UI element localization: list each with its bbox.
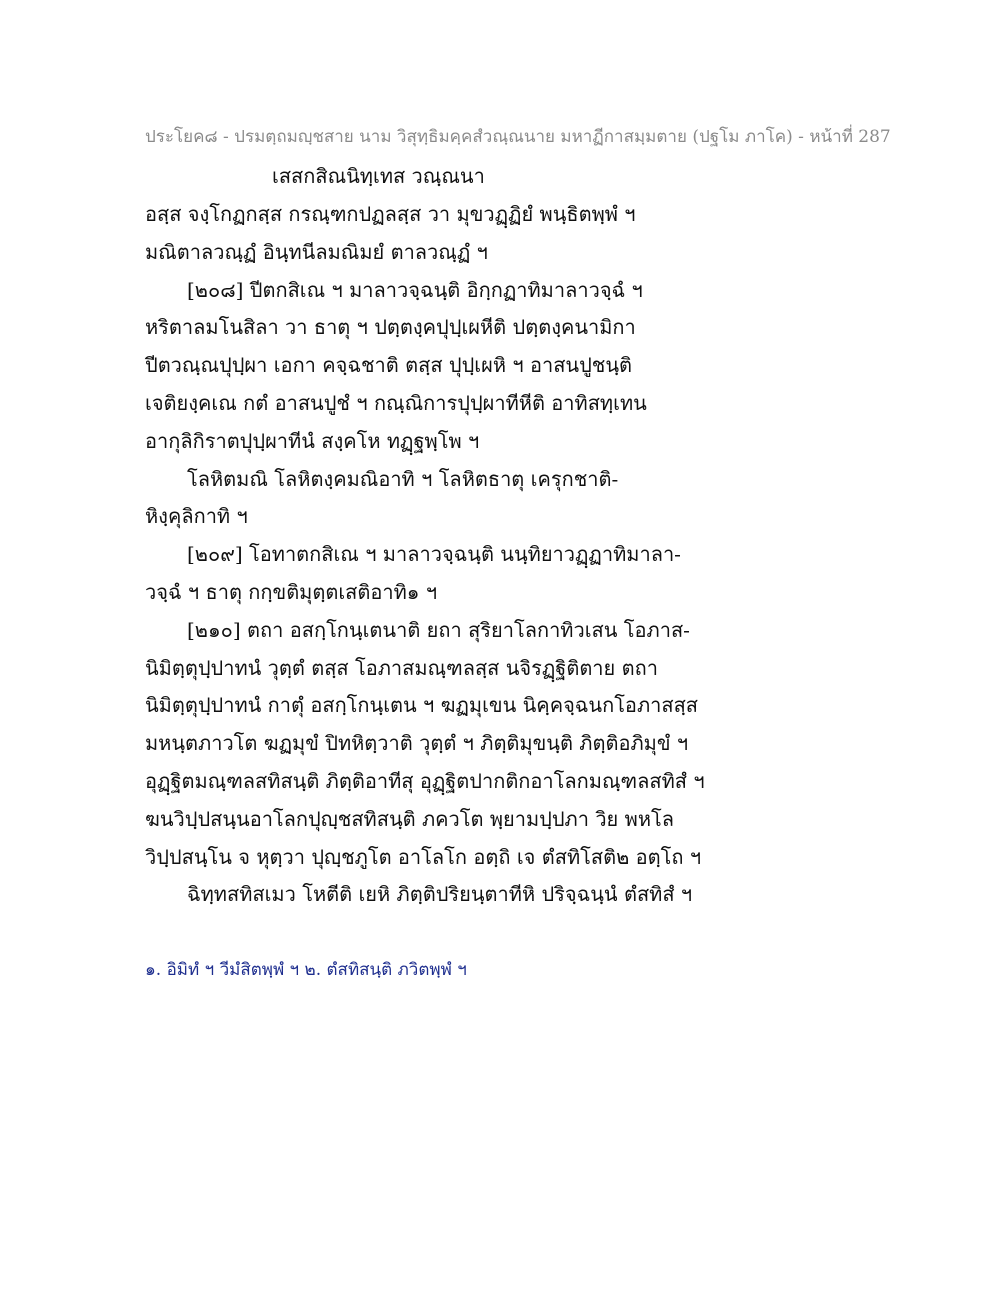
text-line: นิมิตฺตุปฺปาทนํ กาตุํ อสกฺโกนฺเตน ฯ ฆฏมุเขน นิคฺคจฺฉนกโอภาสสฺส bbox=[145, 693, 698, 718]
text-line: หิงฺคุลิกาทิ ฯ bbox=[145, 504, 248, 529]
paragraph-210-start: [๒๑๐] ตถา อสกฺโกนฺเตนาติ ยถา สุริยาโลกาทิวเสน โอภาส- bbox=[187, 617, 690, 642]
text-line: โลหิตมณิ โลหิตงฺคมณิอาทิ ฯ โลหิตธาตุ เครุกชาติ- bbox=[187, 466, 619, 491]
text-line: ปีตวณฺณปุปฺผา เอกา คจฺฉชาติ ตสฺส ปุปฺเผหิ ฯ อาสนปูชนฺติ bbox=[145, 353, 633, 378]
text-line: มหนฺตภาวโต ฆฏมุขํ ปิทหิตฺวาติ วุตฺตํ ฯ ภิตฺติมุขนฺติ ภิตฺติอภิมุขํ ฯ bbox=[145, 731, 689, 756]
text-line: หริตาลมโนสิลา วา ธาตุ ฯ ปตฺตงฺคปุปฺเผหีติ ปตฺตงฺคนามิกา bbox=[145, 315, 636, 340]
footnotes: ๑. อิมิทํ ฯ วีมํสิตพฺพํ ฯ ๒. ตํสทิสนฺติ ภวิตพฺพํ ฯ bbox=[145, 960, 467, 980]
paragraph-208-start: [๒๐๘] ปีตกสิเณ ฯ มาลาวจฺฉนฺติ อิกฺกฏาทิมาลาวจฺฉํ ฯ bbox=[187, 277, 643, 302]
text-line: อากุลิกิราตปุปฺผาทีนํ สงฺคโห ทฏฺฐพฺโพ ฯ bbox=[145, 428, 480, 453]
page-header: ประโยค๘ - ปรมตฺถมญฺชสาย นาม วิสุทฺธิมคฺคสํวณฺณนาย มหาฏีกาสมฺมตาย (ปฐโม ภาโค) - หน้าที่ 287 bbox=[145, 127, 891, 147]
text-line: อุฏฺฐิตมณฺฑลสทิสนฺติ ภิตฺติอาทีสุ อุฏฺฐิตปากติกอาโลกมณฺฑลสทิสํ ฯ bbox=[145, 768, 705, 793]
body-text bbox=[145, 196, 705, 914]
text-line: วิปฺปสนฺโน จ หุตฺวา ปุญฺชภูโต อาโลโก อตฺถิ เจ ตํสทิโสติ๒ อตฺโถ ฯ bbox=[145, 844, 702, 869]
section-title: เสสกสิณนิทฺเทส วณฺณนา bbox=[272, 164, 485, 188]
text-line: ฆนวิปฺปสนฺนอาโลกปุญฺชสทิสนฺติ ภควโต พฺยามปฺปภา วิย พหโล bbox=[145, 806, 674, 831]
text-line: ฉิทฺทสทิสเมว โหตีติ เยหิ ภิตฺติปริยนฺตาทีหิ ปริจฺฉนฺนํ ตํสทิสํ ฯ bbox=[187, 882, 693, 907]
text-line: วจฺฉํ ฯ ธาตุ กกฺขติมุตฺตเสติอาทิ๑ ฯ bbox=[145, 579, 438, 604]
paragraph-209-start: [๒๐๙] โอทาตกสิเณ ฯ มาลาวจฺฉนฺติ นนฺทิยาวฏฺฏาทิมาลา- bbox=[187, 542, 681, 567]
text-line: อสฺส จงฺโกฏกสฺส กรณฺฑกปฏลสฺส วา มุขวฏฺฏิยํ พนฺธิตพฺพํ ฯ bbox=[145, 202, 636, 226]
text-line: นิมิตฺตุปฺปาทนํ วุตฺตํ ตสฺส โอภาสมณฺฑลสฺส นจิรฏฺฐิติตาย ตถา bbox=[145, 655, 658, 680]
text-line: มณิตาลวณฺฏํ อินฺทนีลมณิมยํ ตาลวณฺฏํ ฯ bbox=[145, 239, 488, 264]
text-line: เจติยงฺคเณ กตํ อาสนปูชํ ฯ กณฺณิการปุปฺผาทีหีติ อาทิสทฺเทน bbox=[145, 390, 647, 415]
